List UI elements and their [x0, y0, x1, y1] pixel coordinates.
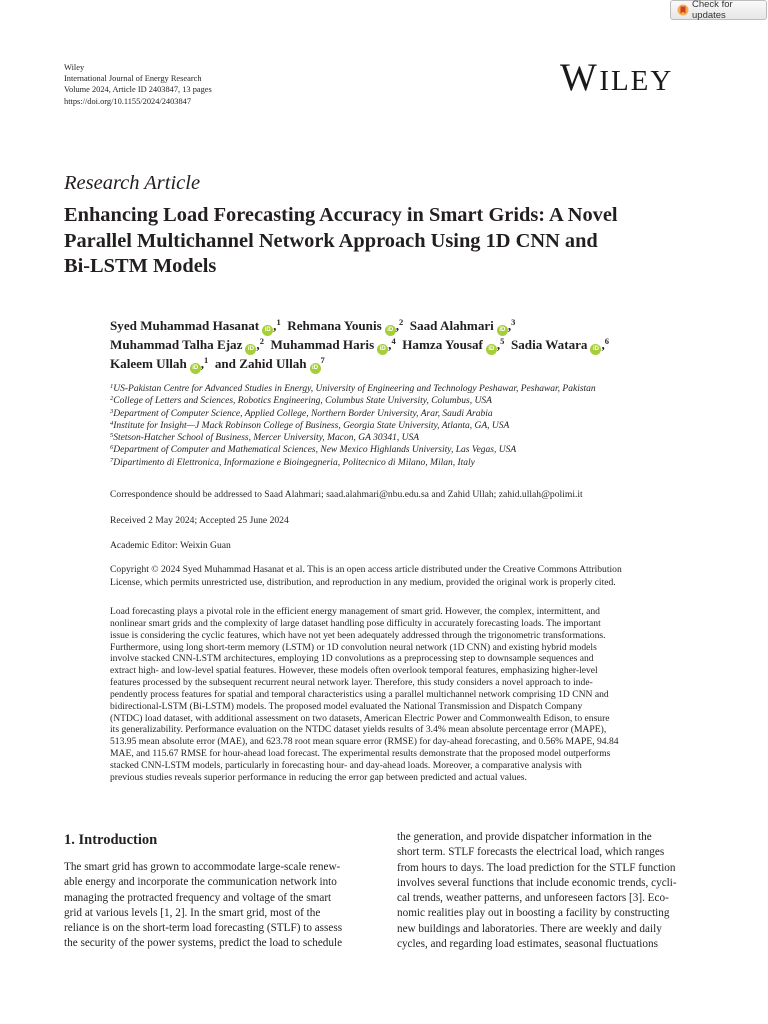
author-name: Sadia Watara — [510, 337, 588, 352]
abstract-line: (NTDC) load dataset, with additional assessment on two datasets, American Electric Power and Commonwealth Edison, to ensure — [110, 712, 610, 724]
orcid-icon[interactable]: iD — [385, 325, 396, 336]
abstract-line: features processed by the subsequent recurrent neural network layer. Therefore, this study considers a novel approach to inde- — [110, 677, 593, 689]
title-line: Bi-LSTM Models — [64, 255, 217, 277]
abstract-line: previous studies reveals superior performance in reducing the error gap between predicted and actual values. — [110, 771, 527, 783]
logo-initial: W — [560, 56, 600, 99]
orcid-icon[interactable]: iD — [310, 363, 321, 374]
author-line: Muhammad Talha Ejaz iD ,$^2$ Muhammad Haris iD ,$^4$ Hamza Yousaf iD ,$^5$ Sadia Watara iD ,$^6$ — [110, 336, 710, 355]
author-name: Hamza Yousaf — [402, 337, 483, 352]
body-line: grid at various levels [1, 2]. In the smart grid, most of the — [64, 906, 321, 919]
body-line: short term. STLF forecasts the electrical load, which ranges — [397, 846, 665, 859]
author-line: Kaleem Ullah iD ,$^1$ and Zahid Ullah $iD^7$ — [110, 355, 710, 374]
copyright-notice — [110, 564, 710, 589]
academic-editor: Academic Editor: Weixin Guan — [110, 540, 231, 551]
abstract-line: issue is considering the cyclic features, which have not yet been adequately addressed through the trigonometric transformations. — [110, 629, 606, 641]
abstract-line: MAE, and 115.67 RMSE for hour-ahead load forecast. The experimental results demonstrate that the proposed model outperforms — [110, 748, 611, 760]
body-line: the generation, and provide dispatcher information in the — [397, 831, 652, 843]
author-affiliation-number: 4 — [391, 336, 396, 346]
doi-link[interactable]: https://doi.org/10.1155/2024/2403847 — [64, 96, 192, 106]
affiliation-list — [110, 383, 710, 469]
orcid-icon[interactable]: iD — [590, 344, 601, 355]
title-line: Parallel Multichannel Network Approach Using 1D CNN and — [64, 229, 598, 252]
author-list — [110, 317, 710, 374]
affiliation-item: $^7$Dipartimento di Elettronica, Informazione e Bioingegneria, Politecnico di Milano, Milan, Italy — [110, 456, 475, 468]
affiliation-item: $^2$College of Letters and Sciences, Robotics Engineering, Columbus State University, Columbus, USA — [110, 395, 492, 407]
abstract-line: stacked CNN-LSTM models, particularly in forecasting hour- and day-ahead loads. Moreover, a comparative analysis with — [110, 759, 582, 771]
author-affiliation-number: 3 — [511, 317, 516, 327]
body-line: the security of the power systems, predict the load to schedule — [64, 937, 343, 950]
abstract-line: 513.95 mean absolute error (MAE), and 623.78 root mean square error (RMSE) for day-ahead forecasting, and 0.56% MAPE, 94.84 — [110, 736, 619, 748]
affiliation-item: $^3$Department of Computer Science, Applied College, Northern Border University, Arar, Saudi Arabia — [110, 407, 493, 419]
copyright-line: Copyright © 2024 Syed Muhammad Hasanat et al. This is an open access article distributed under the Creative Commons Attribution — [110, 564, 622, 575]
body-line: reliance is on the short-term load forecasting (STLF) to assess — [64, 922, 343, 935]
intro-right-column — [397, 830, 707, 952]
author-name: Muhammad Haris — [270, 337, 375, 352]
body-line: managing the protracted frequency and voltage of the smart — [64, 891, 332, 904]
abstract-line: involve stacked CNN-LSTM architectures, employing 1D convolutions as a preprocessing step to downsample sequences and — [110, 653, 594, 665]
author-name: Muhammad Talha Ejaz — [110, 337, 243, 352]
check-for-updates-label: Check for updates — [692, 0, 733, 21]
author-name: Zahid Ullah — [239, 356, 307, 371]
abstract — [110, 606, 710, 784]
orcid-icon[interactable]: iD — [190, 363, 201, 374]
author-affiliation-number: 1 — [276, 317, 281, 327]
author-affiliation-number: 2 — [259, 336, 264, 346]
journal-name: International Journal of Energy Research — [64, 74, 202, 84]
abstract-line: Furthermore, using long short-term memory (LSTM) or 1D convolution neural network (1D CNN) and existing hybrid models — [110, 641, 597, 653]
author-affiliation-number: 6 — [604, 336, 610, 346]
wiley-logo — [560, 58, 673, 97]
orcid-icon[interactable]: iD — [262, 325, 273, 336]
orcid-icon[interactable]: iD — [497, 325, 508, 336]
section-heading-introduction: 1. Introduction — [64, 832, 158, 848]
abstract-line: Load forecasting plays a pivotal role in the efficient energy management of smart grid. However, the complex, intermittent, and — [110, 606, 600, 617]
orcid-icon[interactable]: iD — [245, 344, 256, 355]
abstract-line: bidirectional-LSTM (Bi-LSTM) models. The proposed model evaluated the National Transmission and Dispatch Company — [110, 700, 583, 712]
check-for-updates-button[interactable] — [670, 0, 767, 20]
body-line: cycles, and regarding load estimates, seasonal fluctuations — [397, 938, 658, 951]
author-line: Syed Muhammad Hasanat iD ,$^1$ Rehmana Younis iD ,$^2$ Saad Alahmari iD ,$^3$ — [110, 317, 710, 336]
author-affiliation-number: 5 — [500, 336, 505, 346]
received-dates: Received 2 May 2024; Accepted 25 June 2024 — [110, 515, 289, 526]
affiliation-item: $^6$Department of Computer and Mathematical Sciences, New Mexico Highlands University, Las Vegas, USA — [110, 444, 517, 456]
logo-rest: ILEY — [599, 65, 674, 97]
abstract-line: extract high- and low-level spatial features. However, these models often overlook temporal features, emphasizing higher-level — [110, 665, 598, 677]
affiliation-item: $^4$Institute for Insight—J Mack Robinson College of Business, Georgia State University, Atlanta, GA, USA — [110, 419, 510, 431]
body-line: from hours to days. The load prediction for the STLF function — [397, 861, 676, 874]
abstract-line: nonlinear smart grids and the complexity of large dataset handling pose difficulty in accurately forecasting loads. The important — [110, 617, 601, 629]
journal-meta — [64, 62, 212, 107]
body-line: involves several functions that include economic trends, cycli- — [397, 876, 677, 889]
article-type: Research Article — [64, 172, 201, 194]
author-affiliation-number: 7 — [320, 355, 325, 365]
body-line: new buildings and laboratories. There are weekly and daily — [397, 922, 662, 935]
orcid-icon[interactable]: iD — [486, 344, 497, 355]
abstract-line: pendently process features for spatial and temporal characteristics using a parallel multichannel network comprising 1D CNN and — [110, 688, 609, 700]
bookmark-update-icon — [677, 4, 689, 16]
author-affiliation-number: 1 — [204, 355, 209, 365]
title-line: Enhancing Load Forecasting Accuracy in Smart Grids: A Novel — [64, 204, 618, 226]
abstract-line: its generalizability. Performance evaluation on the NTDC dataset yields results of 3.4% mean absolute percentage error (MAPE), — [110, 724, 607, 736]
author-affiliation-number: 2 — [398, 317, 404, 327]
author-name: Syed Muhammad Hasanat — [110, 318, 260, 333]
body-line: cal trends, weather patterns, and unforeseen factors [3]. Eco- — [397, 892, 669, 905]
publisher-name: Wiley — [64, 63, 85, 72]
orcid-icon[interactable]: iD — [377, 344, 388, 355]
correspondence: Correspondence should be addressed to Saad Alahmari; saad.alahmari@nbu.edu.sa and Zahid Ullah; zahid.ullah@polimi.it — [110, 489, 583, 500]
body-line: nomic realities play out in boosting a facility by constructing — [397, 907, 670, 920]
author-name: Kaleem Ullah — [110, 356, 187, 371]
author-name: Saad Alahmari — [409, 318, 494, 333]
affiliation-item: $^1$US-Pakistan Centre for Advanced Studies in Energy, University of Engineering and Technology Peshawar, Peshawar, Pakistan — [110, 383, 596, 394]
paper-title — [64, 203, 704, 280]
author-name: Rehmana Younis — [287, 318, 382, 333]
body-line: able energy and incorporate the communication network into — [64, 876, 337, 889]
body-line: The smart grid has grown to accommodate large-scale renew- — [64, 861, 341, 873]
affiliation-item: $^5$Stetson-Hatcher School of Business, Mercer University, Macon, GA 30341, USA — [110, 432, 420, 444]
intro-left-column — [64, 860, 374, 952]
copyright-line: License, which permits unrestricted use, distribution, and reproduction in any medium, provided the original work is properly cited. — [110, 576, 616, 588]
volume-info: Volume 2024, Article ID 2403847, 13 pages — [64, 85, 212, 95]
